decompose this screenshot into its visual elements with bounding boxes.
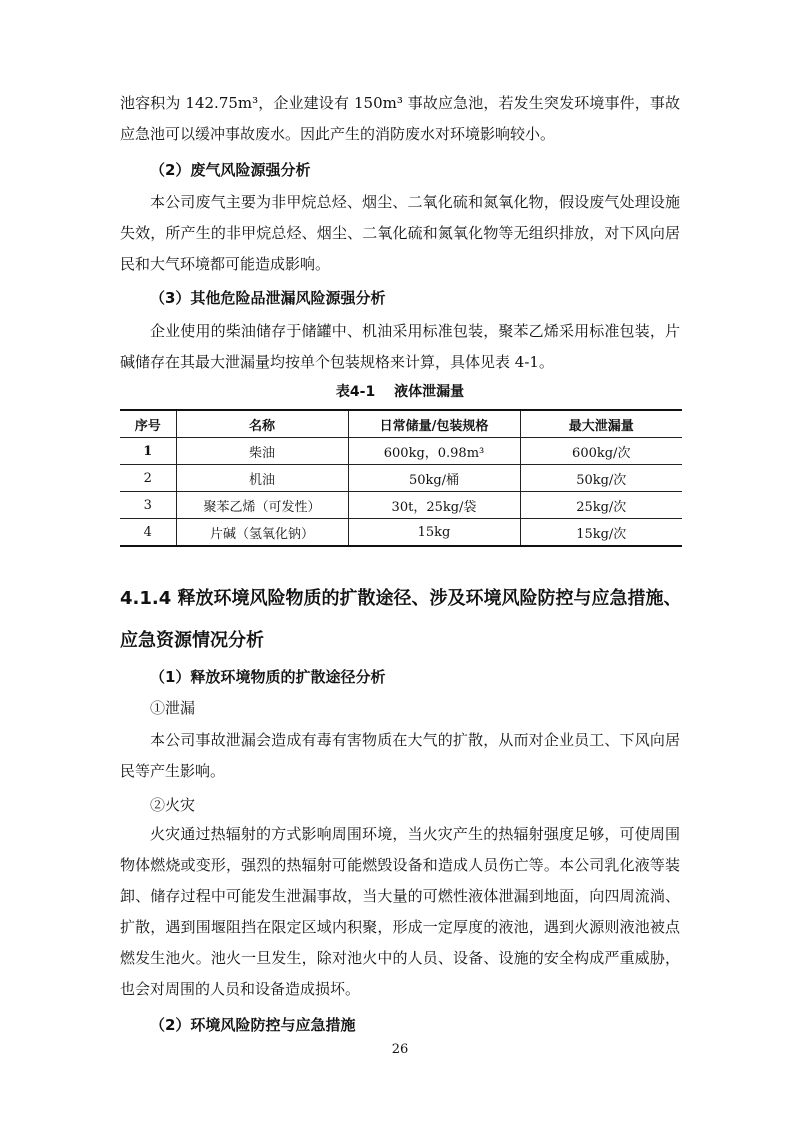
page-number: 26: [391, 1042, 409, 1057]
cell-index: 4: [120, 519, 176, 547]
label-fire: ②火灾: [150, 796, 196, 814]
cell-name: 聚苯乙烯（可发性）: [176, 492, 348, 519]
cell-index: 3: [120, 492, 176, 519]
paragraph-emergency-pool: 池容积为 142.75m³，企业建设有 150m³ 事故应急池，若发生突发环境事件，事故应急池可以缓冲事故废水。因此产生的消防废水对环境影响较小。: [120, 94, 680, 143]
heading-other-hazard-leak: （3）其他危险品泄漏风险源强分析: [150, 289, 386, 307]
cell-name: 柴油: [176, 438, 348, 465]
cell-index: 2: [120, 465, 176, 492]
cell-name: 片碱（氢氧化钠）: [176, 519, 348, 547]
paragraph-leak: 本公司事故泄漏会造成有毒有害物质在大气的扩散，从而对企业员工、下风向居民等产生影响。: [120, 731, 680, 780]
heading-risk-control: （2）环境风险防控与应急措施: [150, 1016, 356, 1034]
table-row: [120, 465, 682, 492]
table-caption: 表4-1 液体泄漏量: [335, 384, 465, 400]
header-name: 名称: [176, 410, 348, 438]
section-title: 4.1.4 释放环境风险物质的扩散途径、涉及环境风险防控与应急措施、应急资源情况分析: [120, 588, 682, 651]
header-max-leak: 最大泄漏量: [520, 410, 682, 438]
table-header-row: [120, 410, 682, 438]
table-row: [120, 438, 682, 465]
cell-storage: 15kg: [348, 519, 520, 547]
cell-max-leak: 25kg/次: [520, 492, 682, 519]
table-row: [120, 492, 682, 519]
cell-storage: 50kg/桶: [348, 465, 520, 492]
header-storage: 日常储量/包装规格: [348, 410, 520, 438]
cell-storage: 600kg，0.98m³: [348, 438, 520, 465]
paragraph-storage-leak: 企业使用的柴油储存于储罐中、机油采用标准包装，聚苯乙烯采用标准包装，片碱储存在其最大泄漏量均按单个包装规格来计算，具体见表 4-1。: [120, 322, 680, 371]
heading-waste-gas-risk: （2）废气风险源强分析: [150, 161, 311, 179]
leak-table: [120, 409, 682, 547]
cell-name: 机油: [176, 465, 348, 492]
paragraph-fire: 火灾通过热辐射的方式影响周围环境，当火灾产生的热辐射强度足够，可使周围物体燃烧或变形，强烈的热辐射可能燃毁设备和造成人员伤亡等。本公司乳化液等装卸、储存过程中可能发生泄漏事故，当大量的可燃性液体泄漏到地面，向四周流淌、扩散，遇到围堰阻挡在限定区域内积聚，形成一定厚度的液池，遇到火源则液池被点燃发生池火。池火一旦发生，除对池火中的人员、设备、设施的安全构成严重威胁，也会对周围的人员和设备造成损坏。: [120, 825, 680, 998]
paragraph-waste-gas: 本公司废气主要为非甲烷总烃、烟尘、二氧化硫和氮氧化物，假设废气处理设施失效，所产生的非甲烷总烃、烟尘、二氧化硫和氮氧化物等无组织排放，对下风向居民和大气环境都可能造成影响。: [120, 193, 680, 273]
label-leak: ①泄漏: [150, 699, 196, 717]
cell-max-leak: 15kg/次: [520, 519, 682, 547]
header-index: 序号: [120, 410, 176, 438]
table-row: [120, 519, 682, 547]
cell-max-leak: 50kg/次: [520, 465, 682, 492]
cell-storage: 30t，25kg/袋: [348, 492, 520, 519]
heading-diffusion-path: （1）释放环境物质的扩散途径分析: [150, 668, 386, 686]
cell-index: 1: [120, 438, 176, 465]
cell-max-leak: 600kg/次: [520, 438, 682, 465]
